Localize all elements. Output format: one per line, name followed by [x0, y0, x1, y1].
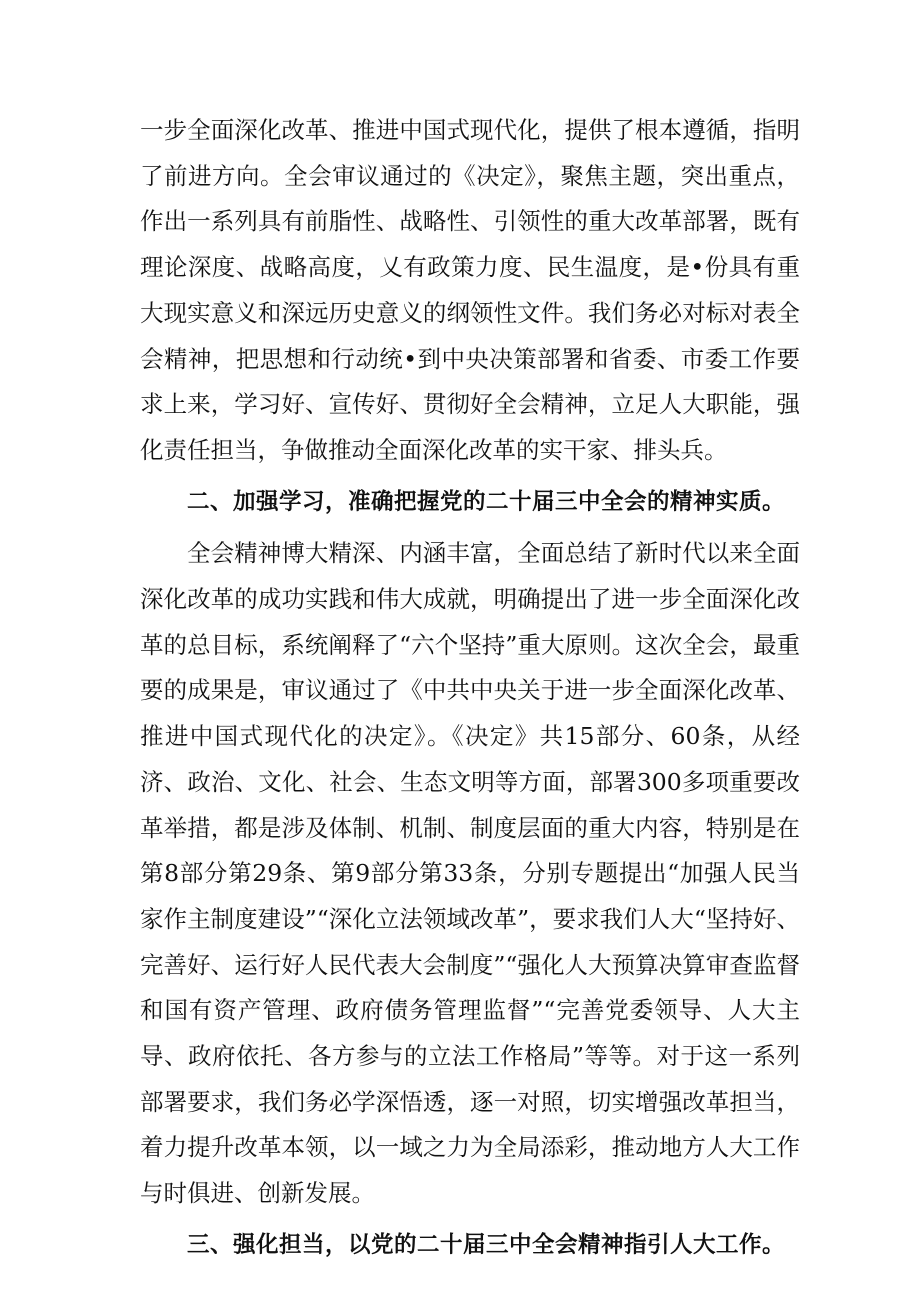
- section-heading-3: 三、强化担当，以党的二十届三中全会精神指引人大工作。: [187, 1231, 786, 1258]
- paragraph-section-2: 全会精神博大精深、内涵丰富，全面总结了新时代以来全面深化改革的成功实践和伟大成就，明确提出了进一步全面深化改革的总目标，系统阐释了“六个坚持”重大原则。这次全会，最重要的成果是，审议通过了《中共中央关于进一步全面深化改革、推进中国式现代化的决定》。《决定》共15部分、60条，从经济、政治、文化、社会、生态文明等方面，部署300多项重要改革举措，都是涉及体制、机制、制度层面的重大内容，特别是在第8部分第29条、第9部分第33条，分别专题提出“加强人民当家作主制度建设”“深化立法领域改革”，要求我们人大“坚持好、完善好、运行好人民代表大会制度”“强化人大预算决算审查监督和国有资产管理、政府债务管理监督”“完善党委领导、人大主导、政府依托、各方参与的立法工作格局”等等。对于这一系列部署要求，我们务必学深悟透，逐一对照，切实增强改革担当，着力提升改革本领，以一域之力为全局添彩，推动地方人大工作与时俱进、创新发展。: [140, 539, 800, 1208]
- section-heading-2: 二、加强学习，准确把握党的二十届三中全会的精神实质。: [187, 488, 786, 515]
- paragraph-continuation: 一步全面深化改革、推进中国式现代化，提供了根本遵循，指明了前进方向。全会审议通过的《决定》，聚焦主题，突出重点，作出一系列具有前脂性、战略性、引领性的重大改革部署，既有理论深度、战略高度，乂有政策力度、民生温度，是•份具有重大现实意义和深远历史意义的纲领性文件。我们务必对标对表全会精神，把思想和行动统•到中央决策部署和省委、市委工作要求上来，学习好、宣传好、贯彻好全会精神，立足人大职能，强化责任担当，争做推动全面深化改革的实干家、排头兵。: [140, 116, 800, 464]
- document-body: [140, 108, 800, 1269]
